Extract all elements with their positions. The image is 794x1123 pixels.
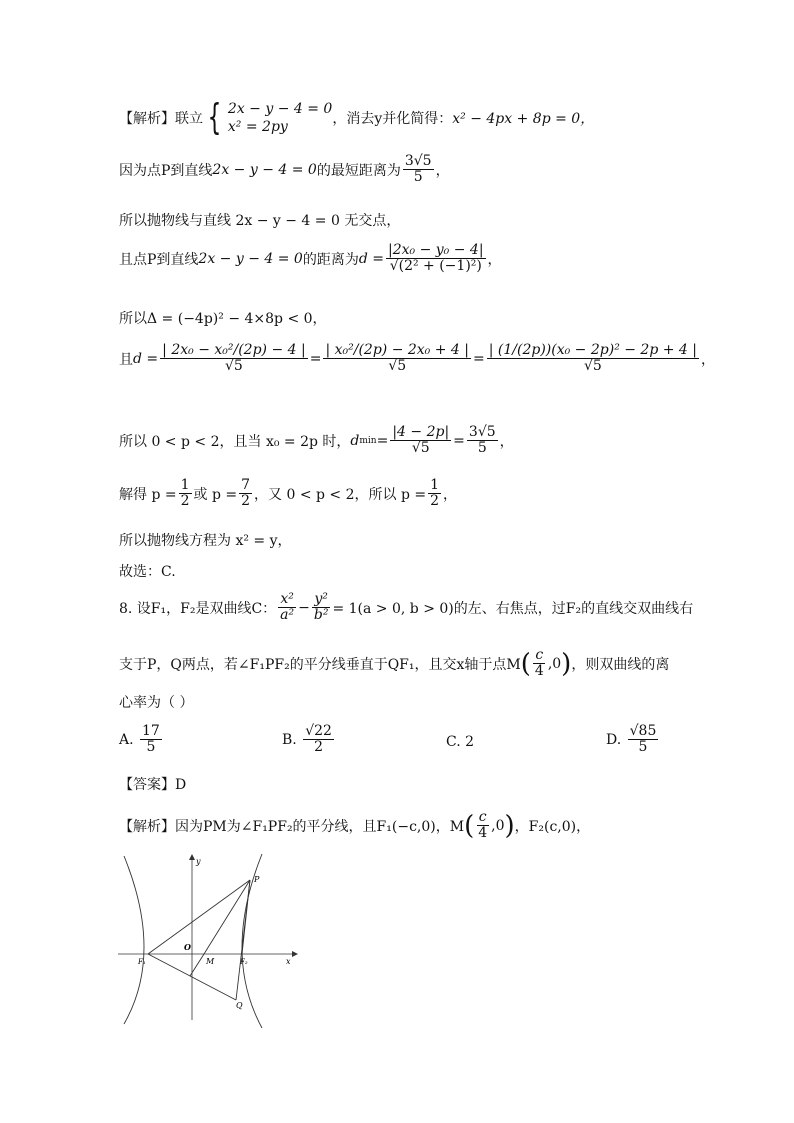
numerator: | (1/(2p))(x₀ − 2p)² − 2p + 4 | [488, 342, 698, 358]
solution-line-4 [119, 243, 502, 275]
denominator: 2 [314, 739, 324, 756]
numerator: 3√5 [468, 424, 496, 440]
denominator: 2 [180, 493, 190, 510]
text: ， [443, 486, 458, 503]
numerator: 1 [180, 477, 190, 493]
analysis-line-1: 【解析】因为PM为∠F₁PF₂的平分线，且F₁(−c,0)，M ( $\frac{c}{4}$ ,0 ) ，F₂(c,0)， [119, 809, 591, 842]
label-p: P [254, 875, 260, 884]
option-c[interactable] [446, 734, 474, 750]
solution-line-10 [119, 561, 176, 581]
text: = 1(a > 0, b > 0)的左、右焦点，过F₂的直线交双曲线右 [332, 600, 694, 617]
label-x: x [286, 957, 291, 966]
numerator: c [478, 809, 487, 825]
label-f2: F₂ [240, 958, 248, 966]
text: ，又 0 < p < 2，所以 p = [254, 486, 427, 503]
denominator: √5 [583, 358, 602, 375]
text: ，则双曲线的离 [571, 656, 670, 673]
text: 的最短距离为 [316, 162, 401, 179]
text: 所以抛物线方程为 x² = y， [119, 533, 292, 549]
solution-line-1 [119, 97, 595, 139]
denominator: √5 [225, 358, 243, 375]
line-eq: 2x − y − 4 = 0 [212, 161, 317, 178]
answer-line [119, 774, 186, 794]
solution-line-3 [119, 210, 400, 230]
text: 故选：C. [119, 564, 176, 580]
x-axis-arrow-icon [292, 951, 298, 957]
distance-symbol: d = [133, 350, 159, 367]
left-branch [124, 856, 144, 1024]
fraction [140, 724, 162, 756]
denominator: a² [280, 607, 295, 624]
option-label: A. [119, 731, 134, 748]
text: − [298, 599, 310, 616]
text: 因为点P到直线 [119, 162, 213, 179]
label-y: y [196, 857, 201, 866]
text: ， [487, 251, 502, 268]
option-b[interactable] [282, 724, 336, 756]
fraction [476, 810, 489, 842]
fraction [467, 425, 498, 457]
fraction [278, 592, 296, 624]
fraction [487, 343, 699, 375]
fraction [533, 648, 546, 680]
denominator: 5 [477, 440, 487, 457]
denominator: 2 [241, 493, 251, 510]
line-eq: 2x − y − 4 = 0 [198, 250, 303, 267]
text: 的距离为 [302, 251, 359, 268]
equation-system [203, 97, 333, 139]
solution-line-5 [119, 308, 327, 328]
segment-f1-p [148, 880, 250, 954]
numerator: 7 [241, 477, 251, 493]
text: 或 p = [193, 486, 238, 503]
fraction [323, 343, 471, 375]
text: ，F₂(c,0)， [514, 818, 591, 835]
option-label: B. [282, 731, 297, 748]
text: 且点P到直线 [119, 251, 199, 268]
text: 【解析】因为PM为∠F₁PF₂的平分线，且F₁(−c,0)，M [119, 818, 465, 835]
text: 且 [119, 351, 133, 368]
text: 心率为（ ） [119, 695, 194, 711]
label-f1: F₁ [138, 958, 146, 966]
option-a[interactable] [119, 724, 164, 756]
solution-line-8 [119, 478, 457, 510]
numerator: y² [314, 591, 328, 607]
denominator: 5 [146, 739, 156, 756]
question-8-line-3 [119, 692, 193, 712]
numerator: | 2x₀ − x₀²/(2p) − 4 | [162, 342, 306, 358]
fraction [312, 592, 331, 624]
text: ， [435, 162, 450, 179]
dmin-symbol: d [350, 432, 360, 449]
option-label: C. 2 [446, 734, 475, 750]
question-8-line-1 [119, 592, 693, 624]
text: ， [499, 433, 514, 450]
denominator: 5 [413, 169, 423, 186]
answer: 【答案】D [119, 777, 187, 793]
numerator: | x₀²/(2p) − 2x₀ + 4 | [325, 342, 470, 358]
system-eq-1: 2x − y − 4 = 0 [227, 101, 333, 117]
fraction [386, 243, 486, 275]
numerator: √22 [305, 723, 332, 739]
fraction [179, 478, 192, 510]
numerator: c [535, 647, 544, 663]
numerator: 17 [142, 723, 160, 739]
fraction [303, 724, 334, 756]
distance-symbol: d = [358, 250, 384, 267]
subscript: min [359, 435, 377, 446]
solution-line-6: 且 d = $\frac{\text{| 2x₀ − x₀²/(2p) − 4 |}}{√5}$ = $\frac{\text{| x₀²/(2p) − 2x₀ + 4 |}}{√5}$ = $\frac{\text{| (1/(2p))(x₀ − 2p)² − 2p + 4 |}}{√5}$ ， [119, 342, 716, 375]
numerator: x² [280, 591, 294, 607]
label-q: Q [236, 1001, 243, 1010]
text: 支于P，Q两点，若∠F₁PF₂的平分线垂直于QF₁，且交x轴于点M [119, 656, 521, 673]
hyperbola-figure [114, 852, 314, 1032]
denominator: 5 [638, 739, 648, 756]
fraction [403, 154, 434, 186]
text: 解得 p = [119, 486, 177, 503]
text: ，消去y并化简得： [332, 111, 453, 128]
text: = [376, 432, 389, 449]
denominator: √5 [411, 440, 430, 457]
denominator: 2 [430, 493, 440, 510]
text: 所以Δ = (−4p)² − 4×8p < 0， [119, 311, 327, 327]
fraction [390, 425, 451, 457]
denominator: √(2² + (−1)²) [389, 258, 482, 275]
numerator: |4 − 2p| [392, 424, 450, 440]
fraction [239, 478, 252, 510]
denominator: b² [313, 607, 329, 624]
result-eq: x² − 4px + 8p = 0， [452, 111, 595, 128]
label-o: O [184, 942, 191, 952]
analysis-tag: 【解析】联立 [119, 111, 203, 128]
solution-line-9 [119, 530, 292, 550]
text: = [453, 432, 465, 449]
solution-line-7 [119, 425, 514, 457]
text: 所以 0 < p < 2，且当 x₀ = 2p 时， [119, 433, 351, 450]
fraction [628, 724, 659, 756]
denominator: 4 [534, 663, 544, 680]
denominator: √5 [388, 358, 407, 375]
text: 8. 设F₁，F₂是双曲线C： [119, 600, 277, 617]
solution-line-2 [119, 154, 450, 186]
numerator: 3√5 [404, 153, 432, 169]
question-8-line-2: 支于P，Q两点，若∠F₁PF₂的平分线垂直于QF₁，且交x轴于点M ( $\frac{c}{4}$ ,0 ) ，则双曲线的离 [119, 647, 670, 680]
system-eq-2: x² = 2py [227, 119, 288, 136]
numerator: 1 [430, 477, 440, 493]
y-axis-arrow-icon [189, 854, 195, 860]
fraction [160, 343, 308, 375]
brace-icon: { [207, 97, 222, 139]
option-label: D. [606, 731, 622, 748]
numerator: √85 [629, 723, 657, 739]
option-d[interactable] [606, 724, 660, 756]
label-m: M [206, 957, 215, 966]
fraction [428, 478, 441, 510]
text: 所以抛物线与直线 2x − y − 4 = 0 无交点， [119, 213, 401, 229]
numerator: |2x₀ − y₀ − 4| [388, 242, 484, 258]
text: ， [701, 351, 716, 368]
denominator: 4 [478, 825, 488, 842]
